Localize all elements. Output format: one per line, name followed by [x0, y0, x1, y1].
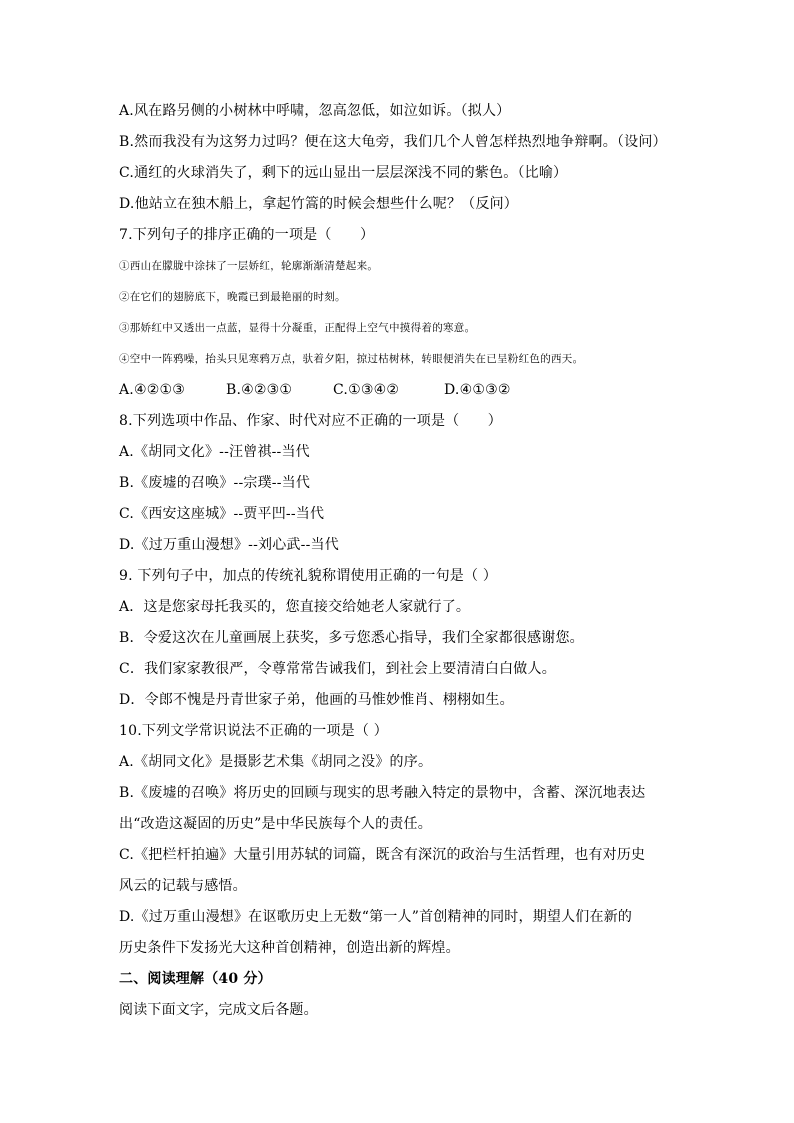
q10-option-d-line1: D.《过万重山漫想》在讴歌历史上无数“第一人”首创精神的同时，期望人们在新的 [119, 909, 633, 925]
q10-option-d-line2: 历史条件下发扬光大这种首创精神，创造出新的辉煌。 [119, 940, 460, 956]
q8-stem: 8.下列选项中作品、作家、时代对应不正确的一项是（ ） [119, 413, 502, 429]
section-2-title: 二、阅读理解（40 分） [119, 971, 272, 987]
q9-option-d: D．令郎不愧是丹青世家子弟，他画的马惟妙惟肖、栩栩如生。 [119, 692, 514, 708]
q10-option-b-line2: 出“改造这凝固的历史”是中华民族每个人的责任。 [119, 816, 432, 832]
q8-option-d: D.《过万重山漫想》--刘心武--当代 [119, 537, 339, 553]
q6-option-a: A.风在路另侧的小树林中呼啸，忽高忽低，如泣如诉。（拟人） [119, 103, 511, 119]
q7-option-b: B.④②③① [226, 382, 293, 398]
section-2-instruction: 阅读下面文字，完成文后各题。 [119, 1002, 318, 1018]
q9-option-c: C．我们家家教很严，令尊常常告诫我们，到社会上要清清白白做人。 [119, 661, 556, 677]
q6-option-b: B.然而我没有为这努力过吗？便在这大龟旁，我们几个人曾怎样热烈地争辩啊。（设问） [119, 134, 667, 150]
q10-option-c-line2: 风云的记载与感悟。 [119, 878, 247, 894]
q6-option-c: C.通红的火球消失了，剩下的远山显出一层层深浅不同的紫色。（比喻） [119, 165, 568, 181]
q9-option-b: B．令爱这次在儿童画展上获奖，多亏您悉心指导，我们全家都很感谢您。 [119, 630, 584, 646]
q9-stem: 9. 下列句子中，加点的传统礼貌称谓使用正确的一句是（ ） [119, 568, 498, 584]
q10-option-c-line1: C.《把栏杆拍遍》大量引用苏轼的词篇，既含有深沉的政治与生活哲理，也有对历史 [119, 847, 646, 863]
q10-option-b-line1: B.《废墟的召唤》将历史的回顾与现实的思考融入特定的景物中，含蓄、深沉地表达 [119, 785, 646, 801]
exam-page [119, 96, 675, 1026]
q7-sentence-4: ④空中一阵鸦噪，抬头只见寒鸦万点，驮着夕阳，掠过枯树林，转眼便消失在已呈粉红色的西天。 [119, 353, 584, 365]
q7-option-d: D.④①③② [444, 382, 511, 398]
q10-option-a: A.《胡同文化》是摄影艺术集《胡同之没》的序。 [119, 754, 433, 770]
q7-sentence-2: ②在它们的翅膀底下，晚霞已到最艳丽的时刻。 [119, 291, 346, 303]
q6-option-d: D.他站立在独木船上，拿起竹篙的时候会想些什么呢？（反问） [119, 196, 518, 212]
q7-option-c: C.①③④② [333, 382, 400, 398]
q7-stem: 7.下列句子的排序正确的一项是（ ） [119, 227, 375, 243]
q9-option-a: A．这是您家母托我买的，您直接交给她老人家就行了。 [119, 599, 471, 615]
q7-sentence-3: ③那娇红中又透出一点蓝，显得十分凝重，正配得上空气中摸得着的寒意。 [119, 322, 476, 334]
q8-option-a: A.《胡同文化》--汪曾祺--当代 [119, 444, 310, 460]
q7-options [119, 375, 675, 406]
q8-option-c: C.《西安这座城》--贾平凹--当代 [119, 506, 325, 522]
q7-option-a: A.④②①③ [119, 382, 185, 398]
q7-sentence-1: ①西山在朦胧中涂抹了一层娇红，轮廓渐渐清楚起来。 [119, 260, 379, 272]
q10-stem: 10.下列文学常识说法不正确的一项是（ ） [119, 723, 388, 739]
q8-option-b: B.《废墟的召唤》--宗璞--当代 [119, 475, 311, 491]
